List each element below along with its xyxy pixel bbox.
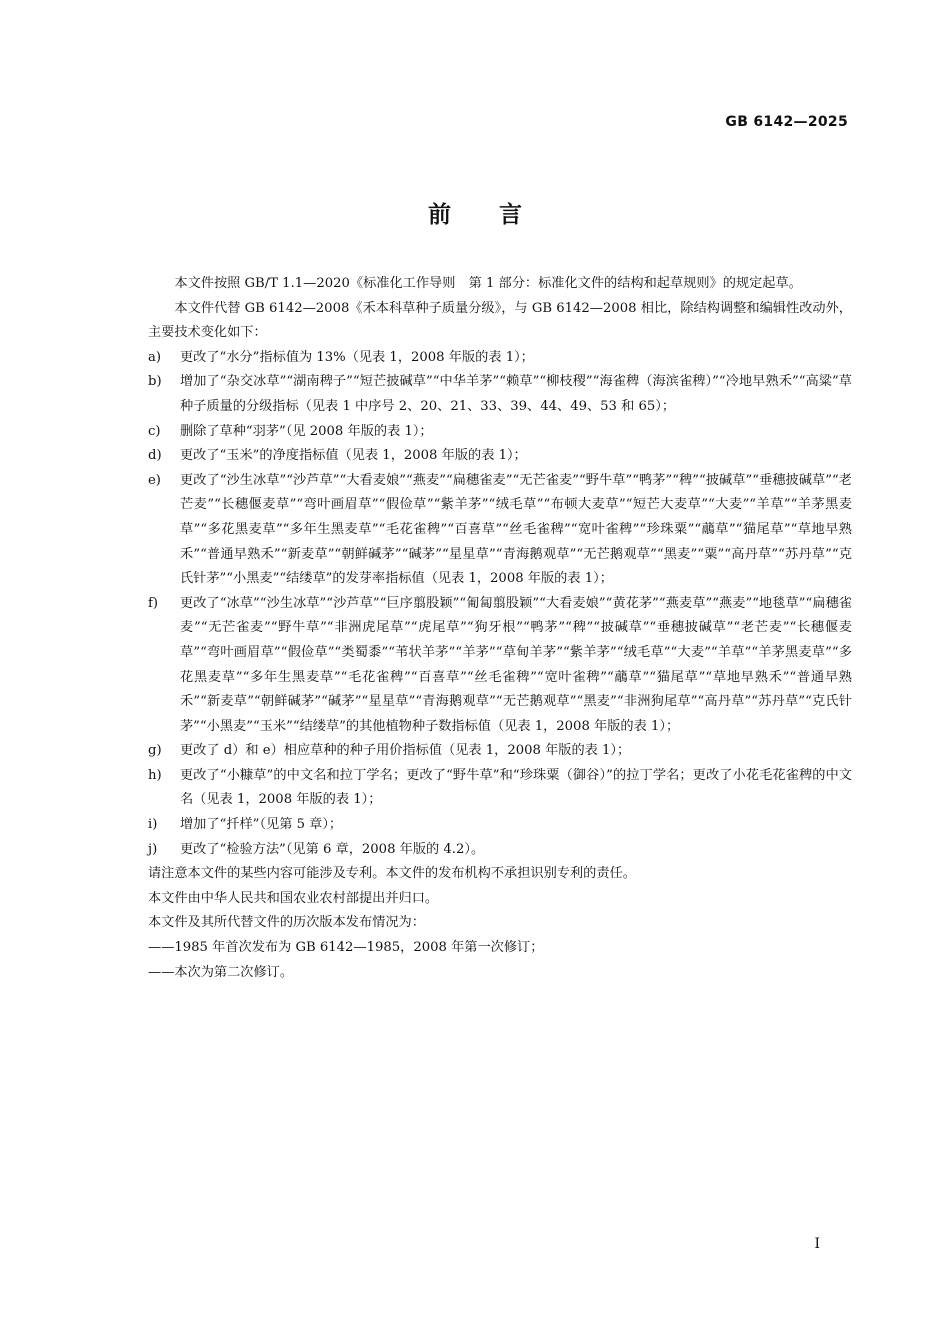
list-item-label: a) [148,349,162,365]
page-number: I [814,1236,820,1252]
list-item-text: 更改了 d）和 e）相应草种的种子用价指标值（见表 1，2008 年版的表 1）； [180,743,631,759]
list-item-text: 增加了“杂交冰草”“湖南稗子”“短芒披碱草”“中华羊茅”“赖草”“柳枝稷”“海雀稗（海滨雀稗）”“冷地早熟禾”“高粱”草种子质量的分级指标（见表 1 中序号 2、20、21、33、39、44、49、53 和 65）； [180,374,852,414]
page-title: 前 言 [427,202,522,228]
list-item [148,813,852,838]
list-item [148,764,852,813]
list-item-label: d) [148,448,162,464]
list-item [148,838,852,863]
list-item-text: 更改了“检验方法”（见第 6 章，2008 年版的 4.2）。 [180,841,485,857]
list-item [148,346,852,371]
list-item-label: h) [148,767,162,783]
list-item-text: 更改了“小糠草”的中文名和拉丁学名；更改了“野牛草”和“珍珠粟（御谷）”的拉丁学名；更改了小花毛花雀稗的中文名（见表 1，2008 年版的表 1）； [180,767,852,808]
foreword-body [148,272,852,985]
list-item-label: f) [148,595,159,611]
intro-paragraph: 本文件按照 GB/T 1.1—2020《标准化工作导则 第 1 部分：标准化文件的结构和起草规则》的规定起草。 [174,276,802,291]
list-item-label: c) [148,423,161,439]
closing-paragraph: 本文件及其所代替文件的历次版本发布情况为： [148,915,425,931]
intro-paragraph: 本文件代替 GB 6142—2008《禾本科草种子质量分级》，与 GB 6142—2008 相比，除结构调整和编辑性改动外，主要技术变化如下： [148,300,852,341]
list-item-text: 删除了草种“羽茅”（见 2008 年版的表 1）； [180,423,433,439]
list-item-text: 更改了“玉米”的净度指标值（见表 1，2008 年版的表 1）； [180,448,527,464]
standard-code: GB 6142—2025 [725,114,848,130]
list-item-label: g) [148,743,162,759]
list-item-text: 更改了“沙生冰草”“沙芦草”“大看麦娘”“燕麦”“扁穗雀麦”“无芒雀麦”“野牛草”“鸭茅”“稗”“披碱草”“垂穗披碱草”“老芒麦”“长穗偃麦草”“弯叶画眉草”“假俭草”“紫羊茅”“绒毛草”“布顿大麦草”“短芒大麦草”“大麦”“羊草”“羊茅黑麦草”“多花黑麦草”“多年生黑麦草”“毛花雀稗”“百喜草”“丝毛雀稗”“宽叶雀稗”“珍珠粟”“虉草”“猫尾草”“草地早熟禾”“普通早熟禾”“新麦草”“朝鲜碱茅”“碱茅”“星星草”“青海鹅观草”“无芒鹅观草”“黑麦”“粟”“高丹草”“苏丹草”“克氏针茅”“小黑麦”“结缕草”的发芽率指标值（见表 1，2008 年版的表 1）； [180,472,852,587]
list-item-label: i) [148,817,158,833]
list-item [148,469,852,592]
list-item-label: e) [148,472,161,488]
list-item [148,370,852,419]
list-item-label: j) [148,841,158,857]
list-item-text: 更改了“冰草”“沙生冰草”“沙芦草”“巨序翦股颖”“匍匐翦股颖”“大看麦娘”“黄花茅”“燕麦草”“燕麦”“地毯草”“扁穗雀麦”“无芒雀麦”“野牛草”“非洲虎尾草”“虎尾草”“狗牙根”“鸭茅”“稗”“披碱草”“垂穗披碱草”“老芒麦”“长穗偃麦草”“弯叶画眉草”“假俭草”“类蜀黍”“苇状羊茅”“羊茅”“草甸羊茅”“紫羊茅”“绒毛草”“大麦”“羊草”“羊茅黑麦草”“多花黑麦草”“多年生黑麦草”“毛花雀稗”“百喜草”“丝毛雀稗”“宽叶雀稗”“虉草”“猫尾草”“草地早熟禾”“普通早熟禾”“新麦草”“朝鲜碱茅”“碱茅”“星星草”“青海鹅观草”“无芒鹅观草”“黑麦”“非洲狗尾草”“高丹草”“苏丹草”“克氏针茅”“小黑麦”“玉米”“结缕草”的其他植物种子数指标值（见表 1，2008 年版的表 1）； [180,595,852,734]
list-item [148,592,852,740]
list-item-text: 更改了“水分”指标值为 13%（见表 1，2008 年版的表 1）； [180,349,534,365]
closing-paragraph: 本文件由中华人民共和国农业农村部提出并归口。 [148,890,439,906]
closing-paragraph: 请注意本文件的某些内容可能涉及专利。本文件的发布机构不承担识别专利的责任。 [148,866,636,882]
list-item [148,739,852,764]
list-item-text: 增加了“扦样”（见第 5 章）； [180,817,343,833]
list-item [148,420,852,445]
list-item-label: b) [148,374,162,390]
history-item: ——本次为第二次修订。 [148,964,294,980]
history-item: ——1985 年首次发布为 GB 6142—1985，2008 年第一次修订； [148,940,544,956]
list-item [148,444,852,469]
